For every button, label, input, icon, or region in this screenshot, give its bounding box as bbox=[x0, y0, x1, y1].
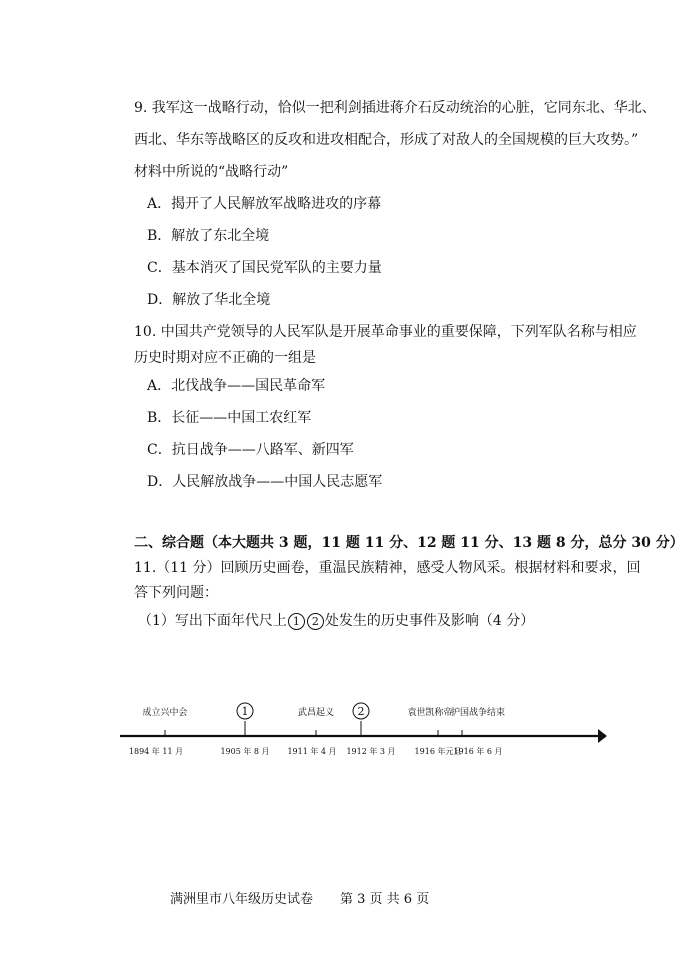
q10-option-b: B．长征——中国工农红军 bbox=[147, 410, 312, 426]
timeline-date-label-5: 1916 年元旦 bbox=[414, 747, 462, 756]
q11-stem-line-1: 11.（11 分）回顾历史画卷，重温民族精神，感受人物风采。根据材料和要求，回 bbox=[134, 560, 641, 576]
timeline-event-label-1: 成立兴中会 bbox=[142, 708, 188, 718]
q9-option-a: A．揭开了人民解放军战略进攻的序幕 bbox=[147, 196, 382, 212]
q9-option-c: C．基本消灭了国民党军队的主要力量 bbox=[147, 260, 382, 276]
q9-stem-line-3: 材料中所说的“战略行动” bbox=[134, 164, 289, 180]
q10-stem-line-1: 10. 中国共产党领导的人民军队是开展革命事业的重要保障，下列军队名称与相应 bbox=[134, 324, 637, 340]
footer-page-info: 第 3 页 共 6 页 bbox=[340, 892, 430, 907]
q9-option-b: B．解放了东北全境 bbox=[147, 228, 270, 244]
timeline-event-label-4: 2 bbox=[357, 705, 365, 718]
q9-stem-line-2: 西北、华东等战略区的反攻和进攻相配合，形成了对敌人的全国规模的巨大攻势。” bbox=[134, 132, 639, 148]
q11-sub1-prefix: （1）写出下面年代尺上 bbox=[138, 613, 287, 629]
section-2-heading: 二、综合题（本大题共 3 题，11 题 11 分、12 题 11 分、13 题 8 分，总分 30 分） bbox=[134, 535, 684, 551]
timeline-event-label-2: 1 bbox=[241, 705, 249, 718]
q11-stem-line-2: 答下列问题： bbox=[134, 585, 218, 601]
timeline-date-label-3: 1911 年 4 月 bbox=[287, 747, 337, 756]
q10-option-c: C．抗日战争——八路军、新四军 bbox=[147, 442, 354, 458]
timeline-date-label-1: 1894 年 11 月 bbox=[128, 747, 184, 756]
timeline-date-label-4: 1912 年 3 月 bbox=[346, 747, 396, 756]
timeline-event-label-3: 武昌起义 bbox=[297, 708, 335, 718]
q11-sub1-suffix: 处发生的历史事件及影响（4 分） bbox=[324, 613, 535, 629]
circled-marker-1: 1 bbox=[288, 613, 305, 630]
circled-marker-2: 2 bbox=[307, 613, 324, 630]
timeline-date-label-6: 1916 年 6 月 bbox=[453, 747, 503, 756]
q9-stem-line-1: 9. 我军这一战略行动，恰似一把利剑插进蒋介石反动统治的心脏，它同东北、华北、 bbox=[134, 100, 656, 116]
q10-option-d: D．人民解放战争——中国人民志愿军 bbox=[147, 474, 383, 490]
timeline-arrowhead bbox=[598, 729, 607, 743]
q10-stem-line-2: 历史时期对应不正确的一组是 bbox=[134, 350, 316, 366]
q10-option-a: A．北伐战争——国民革命军 bbox=[147, 378, 326, 394]
timeline-date-label-2: 1905 年 8 月 bbox=[220, 747, 270, 756]
q11-subquestion-1 bbox=[138, 611, 534, 631]
timeline-ruler bbox=[0, 690, 687, 770]
timeline-event-label-5: 袁世凯称帝 bbox=[407, 708, 453, 718]
footer-exam-title: 满洲里市八年级历史试卷 bbox=[170, 892, 314, 907]
timeline-event-label-6: 护国战争结束 bbox=[450, 708, 506, 718]
q9-option-d: D．解放了华北全境 bbox=[147, 292, 271, 308]
